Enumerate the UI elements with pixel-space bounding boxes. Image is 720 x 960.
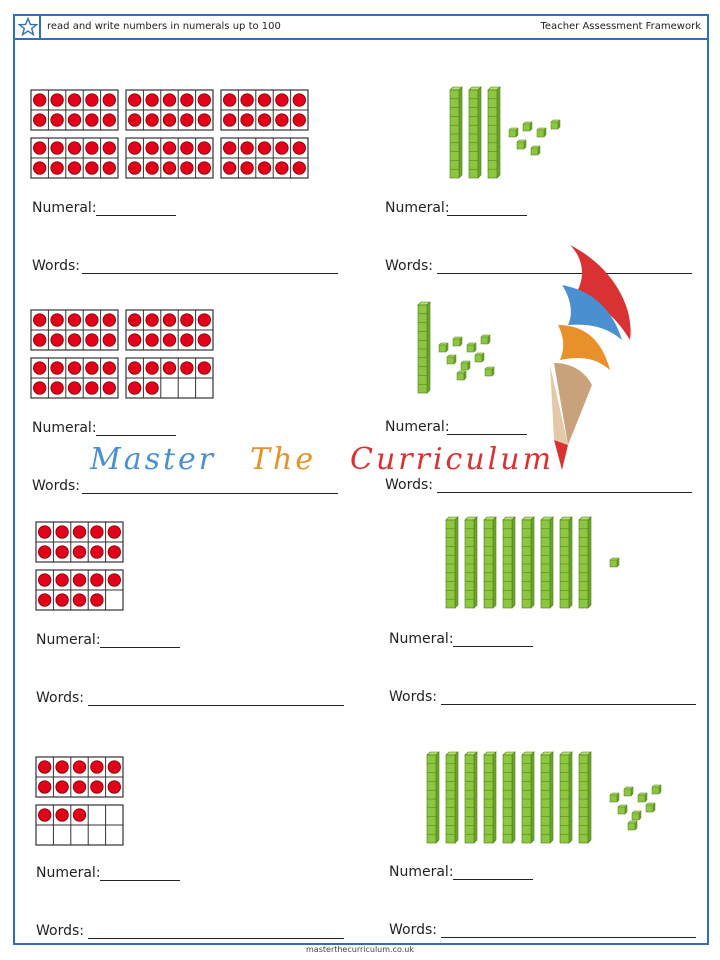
tens-rod xyxy=(522,752,534,843)
numeral-label-q3: Numeral: xyxy=(32,420,97,436)
ones-cube xyxy=(461,361,470,370)
ones-cube xyxy=(551,120,560,129)
counter xyxy=(38,546,51,559)
ten-frame xyxy=(126,90,213,130)
counter xyxy=(146,142,159,155)
counter xyxy=(163,162,176,175)
counter xyxy=(51,94,64,107)
counter xyxy=(293,162,306,175)
counter xyxy=(33,362,46,375)
words-label-q5: Words: xyxy=(36,690,84,706)
counter xyxy=(33,94,46,107)
counter xyxy=(146,362,159,375)
counter xyxy=(103,362,116,375)
counter xyxy=(68,94,81,107)
counter xyxy=(86,162,99,175)
counter xyxy=(258,114,271,127)
counter xyxy=(163,94,176,107)
counter xyxy=(38,761,51,774)
counter xyxy=(33,114,46,127)
ten-frame xyxy=(126,358,213,398)
words-answer-line-q5[interactable] xyxy=(88,705,344,706)
tens-rod xyxy=(418,302,430,393)
counter xyxy=(128,314,141,327)
counter xyxy=(181,314,194,327)
counter xyxy=(68,334,81,347)
counter xyxy=(33,314,46,327)
counter xyxy=(108,526,121,539)
counter xyxy=(73,526,86,539)
counter xyxy=(103,314,116,327)
counter xyxy=(163,314,176,327)
counter xyxy=(56,781,69,794)
counter xyxy=(51,114,64,127)
counter xyxy=(128,114,141,127)
ten-frame xyxy=(31,310,118,350)
counter xyxy=(91,594,104,607)
counter xyxy=(146,162,159,175)
counter xyxy=(86,382,99,395)
ten-frame xyxy=(36,570,123,610)
words-label-q7: Words: xyxy=(36,923,84,939)
ten-frame xyxy=(36,757,123,797)
numeral-answer-line-q4[interactable] xyxy=(447,434,527,435)
counter xyxy=(146,94,159,107)
counter xyxy=(163,334,176,347)
counter xyxy=(91,546,104,559)
ones-cube xyxy=(624,787,633,796)
counter xyxy=(181,94,194,107)
counter xyxy=(163,114,176,127)
counter xyxy=(198,334,211,347)
counter xyxy=(223,142,236,155)
counter xyxy=(68,382,81,395)
footer-url: masterthecurriculum.co.uk xyxy=(306,945,414,954)
numeral-label-q1: Numeral: xyxy=(32,200,97,216)
counter xyxy=(91,574,104,587)
counter xyxy=(86,142,99,155)
counter xyxy=(258,94,271,107)
question-4-illustration xyxy=(418,302,494,393)
counter xyxy=(223,114,236,127)
counter xyxy=(198,362,211,375)
counter xyxy=(163,142,176,155)
counter xyxy=(38,809,51,822)
tens-rod xyxy=(541,752,553,843)
ones-cube xyxy=(475,353,484,362)
framework-title: Teacher Assessment Framework xyxy=(540,21,701,32)
words-label-q8: Words: xyxy=(389,922,437,938)
counter xyxy=(293,114,306,127)
question-1-illustration xyxy=(31,90,308,178)
ten-frame xyxy=(221,90,308,130)
words-answer-line-q4[interactable] xyxy=(437,492,692,493)
counter xyxy=(181,114,194,127)
counter xyxy=(33,334,46,347)
tens-rod xyxy=(488,87,500,178)
counter xyxy=(51,334,64,347)
counter xyxy=(198,162,211,175)
counter xyxy=(38,574,51,587)
tens-rod xyxy=(450,87,462,178)
ones-cube xyxy=(638,793,647,802)
counter xyxy=(68,314,81,327)
pencil-logo xyxy=(540,245,650,475)
counter xyxy=(91,526,104,539)
ones-cube xyxy=(610,558,619,567)
counter xyxy=(56,809,69,822)
ones-cube xyxy=(652,785,661,794)
counter xyxy=(68,162,81,175)
learning-objective: read and write numbers in numerals up to 100 xyxy=(47,21,281,32)
numeral-label-q2: Numeral: xyxy=(385,200,450,216)
ones-cube xyxy=(447,355,456,364)
counter xyxy=(198,142,211,155)
question-2-illustration xyxy=(450,87,560,178)
counter xyxy=(73,761,86,774)
counter xyxy=(68,142,81,155)
counter xyxy=(103,94,116,107)
counter xyxy=(38,526,51,539)
counter xyxy=(56,546,69,559)
words-answer-line-q7[interactable] xyxy=(88,938,344,939)
question-6-illustration xyxy=(446,517,619,608)
counter xyxy=(241,142,254,155)
words-label-q6: Words: xyxy=(389,689,437,705)
ones-cube xyxy=(632,811,641,820)
ten-frame xyxy=(31,358,118,398)
counter xyxy=(241,94,254,107)
counter xyxy=(68,114,81,127)
tens-rod xyxy=(560,752,572,843)
counter xyxy=(146,334,159,347)
counter xyxy=(146,382,159,395)
words-answer-line-q6[interactable] xyxy=(441,704,696,705)
words-answer-line-q1[interactable] xyxy=(82,273,338,274)
ones-cube xyxy=(457,371,466,380)
counter xyxy=(103,162,116,175)
counter xyxy=(223,94,236,107)
question-5-illustration xyxy=(36,522,123,610)
words-label-q1: Words: xyxy=(32,258,80,274)
counter xyxy=(181,162,194,175)
counter xyxy=(128,142,141,155)
counter xyxy=(86,362,99,375)
counter xyxy=(241,114,254,127)
watermark-word-master: Master xyxy=(90,442,217,477)
numeral-label-q8: Numeral: xyxy=(389,864,454,880)
counter xyxy=(258,142,271,155)
tens-rod xyxy=(522,517,534,608)
tens-rod xyxy=(469,87,481,178)
counter xyxy=(128,94,141,107)
numeral-answer-line-q3[interactable] xyxy=(96,435,176,436)
counter xyxy=(51,382,64,395)
tens-rod xyxy=(484,752,496,843)
counter xyxy=(51,142,64,155)
counter xyxy=(73,574,86,587)
ten-frame xyxy=(31,138,118,178)
counter xyxy=(293,142,306,155)
words-answer-line-q8[interactable] xyxy=(441,937,696,938)
ones-cube xyxy=(481,335,490,344)
counter xyxy=(38,594,51,607)
counter xyxy=(128,362,141,375)
counter xyxy=(276,114,289,127)
counter xyxy=(181,362,194,375)
counter xyxy=(33,382,46,395)
ones-cube xyxy=(523,122,532,131)
ten-frame xyxy=(31,90,118,130)
counter xyxy=(181,334,194,347)
counter xyxy=(128,162,141,175)
numeral-answer-line-q2[interactable] xyxy=(447,215,527,216)
tens-rod xyxy=(579,517,591,608)
ten-frame xyxy=(126,310,213,350)
tens-rod xyxy=(560,517,572,608)
counter xyxy=(108,546,121,559)
question-7-illustration xyxy=(36,757,123,845)
words-answer-line-q3[interactable] xyxy=(82,493,338,494)
counter xyxy=(33,162,46,175)
counter xyxy=(86,114,99,127)
counter xyxy=(56,574,69,587)
counter xyxy=(108,761,121,774)
tens-rod xyxy=(427,752,439,843)
counter xyxy=(51,362,64,375)
counter xyxy=(103,142,116,155)
ones-cube xyxy=(610,793,619,802)
words-label-q2: Words: xyxy=(385,258,433,274)
counter xyxy=(73,781,86,794)
tens-rod xyxy=(446,752,458,843)
counter xyxy=(103,382,116,395)
counter xyxy=(56,761,69,774)
counter xyxy=(103,114,116,127)
counter xyxy=(108,574,121,587)
tens-rod xyxy=(503,517,515,608)
counter xyxy=(86,314,99,327)
counter xyxy=(258,162,271,175)
watermark-word-curriculum: Curriculum xyxy=(350,442,555,477)
tens-rod xyxy=(484,517,496,608)
question-8-illustration xyxy=(427,752,661,843)
counter xyxy=(181,142,194,155)
numeral-label-q4: Numeral: xyxy=(385,419,450,435)
ones-cube xyxy=(467,343,476,352)
counter xyxy=(293,94,306,107)
counter xyxy=(56,594,69,607)
counter xyxy=(146,314,159,327)
counter xyxy=(128,382,141,395)
counter xyxy=(73,546,86,559)
question-3-illustration xyxy=(31,310,213,398)
numeral-answer-line-q7[interactable] xyxy=(100,880,180,881)
ones-cube xyxy=(537,128,546,137)
numeral-label-q5: Numeral: xyxy=(36,632,101,648)
counter xyxy=(163,362,176,375)
words-label-q3: Words: xyxy=(32,478,80,494)
ones-cube xyxy=(646,803,655,812)
ones-cube xyxy=(485,367,494,376)
counter xyxy=(51,314,64,327)
counter xyxy=(276,94,289,107)
counter xyxy=(86,334,99,347)
ten-frame xyxy=(126,138,213,178)
tens-rod xyxy=(446,517,458,608)
counter xyxy=(103,334,116,347)
counter xyxy=(198,114,211,127)
counter xyxy=(108,781,121,794)
ones-cube xyxy=(618,805,627,814)
counter xyxy=(198,94,211,107)
counter xyxy=(198,314,211,327)
numeral-answer-line-q1[interactable] xyxy=(96,215,176,216)
counter xyxy=(33,142,46,155)
counter xyxy=(241,162,254,175)
numeral-answer-line-q5[interactable] xyxy=(100,647,180,648)
ones-cube xyxy=(509,128,518,137)
tens-rod xyxy=(503,752,515,843)
counter xyxy=(276,142,289,155)
counter xyxy=(51,162,64,175)
counter xyxy=(146,114,159,127)
watermark-word-the: The xyxy=(250,442,317,477)
numeral-label-q6: Numeral: xyxy=(389,631,454,647)
ones-cube xyxy=(628,821,637,830)
tens-rod xyxy=(579,752,591,843)
counter xyxy=(128,334,141,347)
ones-cube xyxy=(531,146,540,155)
counter xyxy=(91,781,104,794)
numeral-label-q7: Numeral: xyxy=(36,865,101,881)
tens-rod xyxy=(465,517,477,608)
words-label-q4: Words: xyxy=(385,477,433,493)
ten-frame xyxy=(221,138,308,178)
ones-cube xyxy=(439,343,448,352)
counter xyxy=(91,761,104,774)
ones-cube xyxy=(517,140,526,149)
counter xyxy=(276,162,289,175)
tens-rod xyxy=(465,752,477,843)
ones-cube xyxy=(453,337,462,346)
numeral-answer-line-q8[interactable] xyxy=(453,879,533,880)
numeral-answer-line-q6[interactable] xyxy=(453,646,533,647)
counter xyxy=(38,781,51,794)
counter xyxy=(73,809,86,822)
counter xyxy=(56,526,69,539)
counter xyxy=(86,94,99,107)
tens-rod xyxy=(541,517,553,608)
ten-frame xyxy=(36,805,123,845)
counter xyxy=(223,162,236,175)
counter xyxy=(68,362,81,375)
ten-frame xyxy=(36,522,123,562)
counter xyxy=(73,594,86,607)
